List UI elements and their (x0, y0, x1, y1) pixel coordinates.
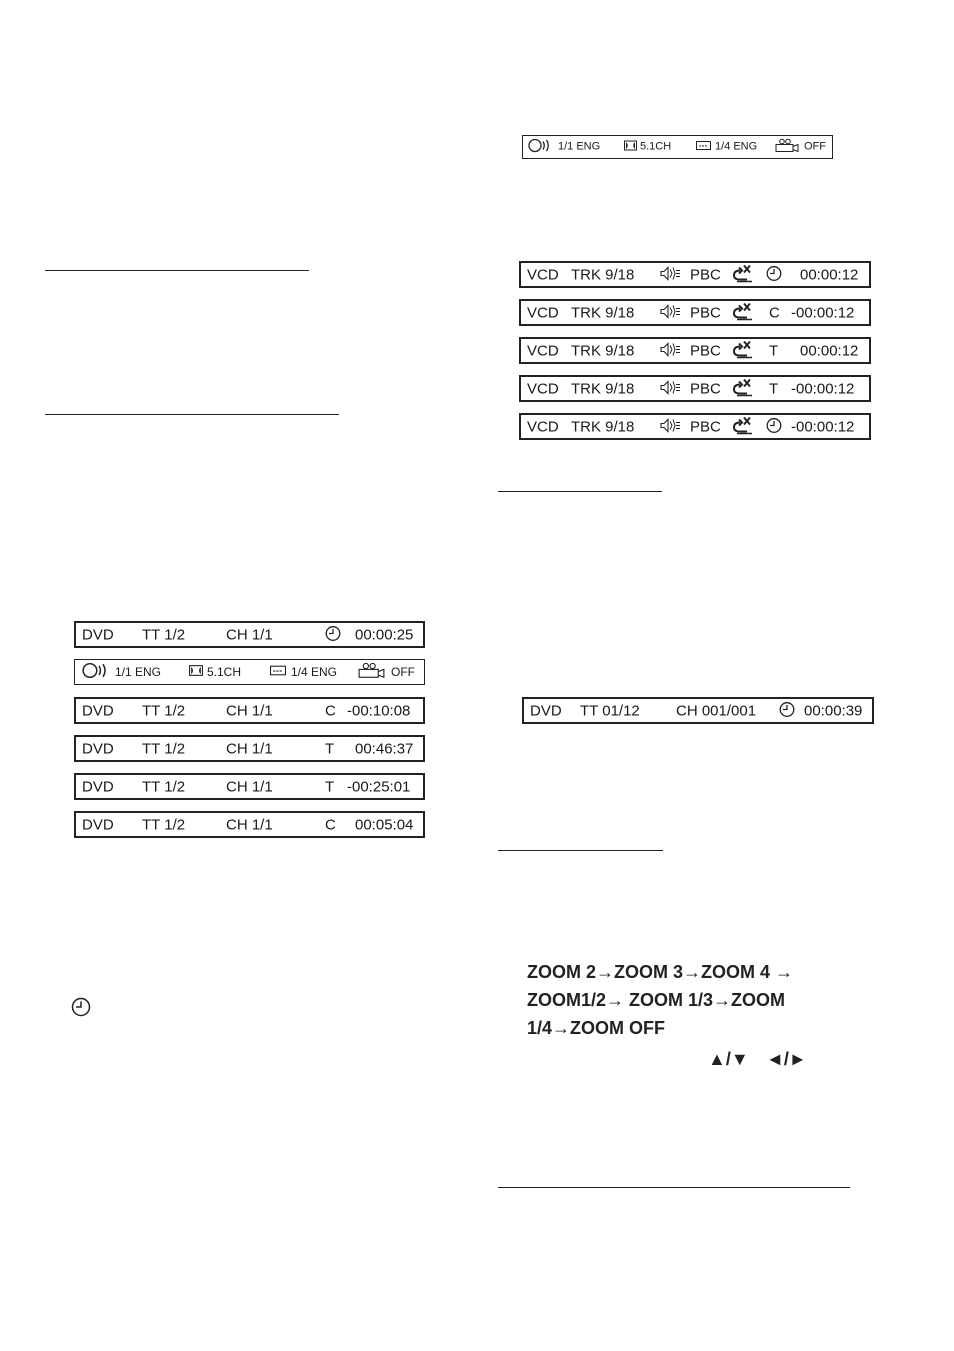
audio-waves-icon (82, 663, 107, 682)
zoom-sequence (527, 958, 867, 1042)
dolby-icon (624, 141, 637, 154)
audio-channels: 5.1CH (207, 665, 242, 679)
repeat-off-icon (731, 378, 753, 399)
audio-status-bar (522, 135, 833, 159)
left-right-arrows: ◄/► (766, 1049, 807, 1069)
elapsed-time: 00:05:04 (355, 816, 414, 833)
elapsed-time: 00:00:25 (355, 626, 414, 643)
elapsed-time: 00:00:12 (800, 342, 859, 359)
speaker-icon (659, 303, 681, 322)
pbc-label: PBC (690, 380, 721, 397)
dvd-time-bar-1 (74, 621, 425, 648)
pbc-label: PBC (690, 342, 721, 359)
title-number: TT 1/2 (142, 626, 186, 643)
chapter-number: CH 1/1 (226, 740, 273, 757)
elapsed-time: -00:00:12 (791, 380, 855, 397)
chapter-number: CH 1/1 (226, 778, 273, 795)
time-mode: T (325, 778, 335, 795)
pbc-label: PBC (690, 304, 721, 321)
subtitle-icon (270, 666, 286, 679)
camera-angle-icon (775, 139, 799, 156)
time-mode: C (325, 702, 336, 719)
zoom-line-3: 1/4→ZOOM OFF (527, 1018, 666, 1038)
up-down-arrows: ▲/▼ (708, 1049, 749, 1069)
elapsed-time: -00:00:12 (791, 418, 855, 435)
title-number: TT 1/2 (142, 740, 186, 757)
disc-type: VCD (527, 304, 559, 321)
repeat-off-icon (731, 416, 753, 437)
elapsed-time: 00:00:12 (800, 266, 859, 283)
disc-type: VCD (527, 342, 559, 359)
speaker-icon (659, 379, 681, 398)
disc-type: DVD (82, 740, 114, 757)
track-number: TRK 9/18 (571, 304, 635, 321)
chapter-number: CH 001/001 (676, 702, 757, 719)
time-mode: T (769, 380, 779, 397)
disc-type: DVD (82, 702, 114, 719)
disc-type: DVD (82, 778, 114, 795)
rule-right-3 (498, 1187, 850, 1188)
chapter-number: CH 1/1 (226, 702, 273, 719)
dvd-audio-status-bar (74, 659, 425, 685)
dvd-time-bar-4 (74, 773, 425, 800)
time-mode: C (325, 816, 336, 833)
elapsed-time: -00:25:01 (347, 778, 411, 795)
audio-channels: 5.1CH (640, 140, 672, 153)
zoom-line-1: ZOOM 2→ZOOM 3→ZOOM 4 → (527, 962, 794, 982)
elapsed-time: 00:46:37 (355, 740, 414, 757)
repeat-off-icon (731, 264, 753, 285)
elapsed-time: -00:10:08 (347, 702, 411, 719)
disc-type: VCD (527, 418, 559, 435)
pbc-label: PBC (690, 266, 721, 283)
dolby-icon (189, 665, 203, 679)
vcd-status-bar (519, 337, 871, 364)
audio-waves-icon (528, 139, 550, 156)
title-number: TT 01/12 (580, 702, 640, 719)
dvd-time-bar-3 (74, 735, 425, 762)
repeat-off-icon (731, 340, 753, 361)
chapter-number: CH 1/1 (226, 816, 273, 833)
track-number: TRK 9/18 (571, 418, 635, 435)
repeat-off-icon (731, 302, 753, 323)
title-number: TT 1/2 (142, 816, 186, 833)
clock-icon (766, 417, 782, 436)
angle-status: OFF (391, 665, 415, 679)
audio-language: 1/1 ENG (558, 140, 601, 153)
zoom-line-2: ZOOM1/2→ ZOOM 1/3→ZOOM (527, 990, 786, 1010)
subtitle-icon (696, 141, 711, 153)
disc-type: DVD (82, 816, 114, 833)
title-number: TT 1/2 (142, 702, 186, 719)
subtitle-language: 1/4 ENG (715, 140, 758, 153)
time-mode: T (325, 740, 335, 757)
disc-type: DVD (530, 702, 562, 719)
time-mode: C (769, 304, 780, 321)
pbc-label: PBC (690, 418, 721, 435)
elapsed-time: -00:00:12 (791, 304, 855, 321)
dvd-time-bar-right (522, 697, 874, 724)
rule-right-1 (498, 491, 662, 492)
track-number: TRK 9/18 (571, 342, 635, 359)
vcd-status-bar (519, 413, 871, 440)
disc-type: VCD (527, 380, 559, 397)
chapter-number: CH 1/1 (226, 626, 273, 643)
track-number: TRK 9/18 (571, 380, 635, 397)
speaker-icon (659, 341, 681, 360)
rule-left-1 (45, 270, 309, 271)
clock-icon (779, 701, 795, 720)
disc-type: VCD (527, 266, 559, 283)
clock-icon (766, 265, 782, 284)
audio-language: 1/1 ENG (115, 665, 162, 679)
vcd-status-bar (519, 375, 871, 402)
vcd-status-bar (519, 299, 871, 326)
speaker-icon (659, 265, 681, 284)
elapsed-time: 00:00:39 (804, 702, 863, 719)
time-mode: T (769, 342, 779, 359)
subtitle-language: 1/4 ENG (291, 665, 338, 679)
title-number: TT 1/2 (142, 778, 186, 795)
dvd-time-bar-5 (74, 811, 425, 838)
rule-right-2 (498, 850, 663, 851)
rule-left-2 (45, 414, 339, 415)
disc-type: DVD (82, 626, 114, 643)
clock-icon (71, 997, 91, 1022)
clock-icon (325, 625, 341, 644)
track-number: TRK 9/18 (571, 266, 635, 283)
camera-angle-icon (358, 663, 385, 682)
dvd-time-bar-2 (74, 697, 425, 724)
speaker-icon (659, 417, 681, 436)
angle-status: OFF (804, 140, 826, 153)
vcd-status-bar (519, 261, 871, 288)
